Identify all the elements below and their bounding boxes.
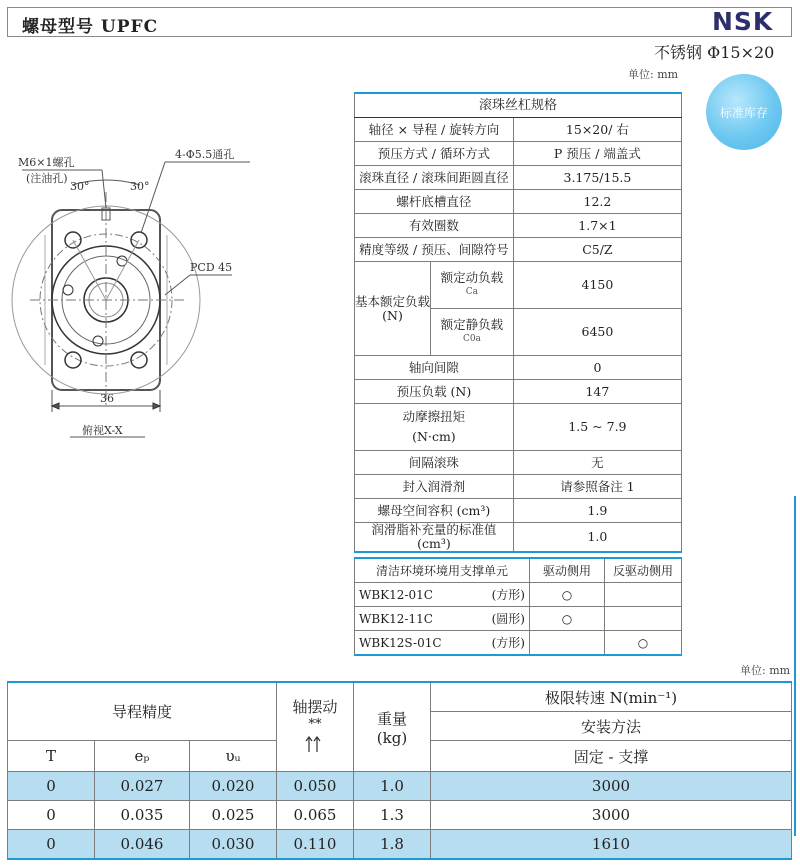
brand-logo: NSK — [712, 7, 774, 36]
spec-row: 螺杆底槽直径 12.2 — [355, 190, 682, 214]
spec-row: 间隔滚珠 无 — [355, 451, 682, 475]
spec-table — [354, 92, 682, 553]
spec-row: 轴向间隙 0 — [355, 356, 682, 380]
label-through-hole: 4-Φ5.5通孔 — [175, 148, 235, 161]
unit-label: 单位: mm — [628, 68, 679, 81]
spec-row: 螺母空间容积 (cm³) 1.9 — [355, 499, 682, 523]
spec-row-dynamic: 基本额定负载 (N) 额定动负载 Ca 4150 — [355, 262, 682, 309]
label-pcd: PCD 45 — [190, 261, 233, 274]
table-row: 0 0.027 0.020 0.050 1.0 3000 — [8, 772, 792, 801]
angle-left: 30° — [70, 180, 90, 193]
page-title: 螺母型号 UPFC — [22, 17, 159, 37]
stock-badge: 标准库存 — [706, 74, 782, 150]
support-row: WBK12-11C (圆形) ○ — [355, 607, 682, 631]
material-subtitle: 不锈钢 Φ15×20 — [654, 43, 775, 62]
header-accuracy: 导程精度 — [8, 682, 277, 741]
support-header: 驱动侧用 — [530, 558, 605, 583]
support-row: WBK12S-01C (方形) ○ — [355, 631, 682, 656]
header-weight: 重量 (kg) — [354, 682, 431, 772]
view-label: 俯视X-X — [82, 424, 123, 437]
angle-right: 30° — [130, 180, 150, 193]
spec-row: 预压负载 (N) 147 — [355, 380, 682, 404]
table-row: 0 0.035 0.025 0.065 1.3 3000 — [8, 801, 792, 830]
load-group-cell: 基本额定负载 (N) — [355, 262, 431, 356]
screw — [93, 336, 103, 346]
header-speed: 极限转速 N(min⁻¹) — [431, 682, 792, 712]
performance-table — [7, 681, 792, 860]
spec-row: 滚珠直径 / 滚珠间距圆直径 3.175/15.5 — [355, 166, 682, 190]
spec-row: 预压方式 / 循环方式 P 预压 / 端盖式 — [355, 142, 682, 166]
runout-icon — [303, 732, 327, 754]
unit-label-bottom: 单位: mm — [740, 664, 791, 677]
spec-row: 封入润滑剂 请参照备注 1 — [355, 475, 682, 499]
label-oil-hole: M6×1螺孔 — [18, 156, 75, 169]
header-runout: 轴摆动 ** — [277, 682, 354, 772]
right-rule — [794, 496, 796, 836]
screw — [63, 285, 73, 295]
dim-width: 36 — [100, 392, 114, 405]
header-vu: υᵤ — [190, 741, 277, 772]
spec-row: 轴径 × 导程 / 旋转方向 15×20/ 右 — [355, 118, 682, 142]
spec-row-static: 额定静负载 C0a 6450 — [355, 309, 682, 356]
header-ep: eₚ — [95, 741, 190, 772]
spec-row: 有效圈数 1.7×1 — [355, 214, 682, 238]
spec-row-torque: 动摩擦扭矩 (N·cm) 1.5 ~ 7.9 — [355, 404, 682, 451]
support-header: 清洁环境环境用支撑单元 — [355, 558, 530, 583]
table-row: 0 0.046 0.030 0.110 1.8 1610 — [8, 830, 792, 860]
spec-header: 滚珠丝杠规格 — [355, 93, 682, 118]
support-header: 反驱动侧用 — [605, 558, 682, 583]
nut-drawing — [0, 140, 345, 440]
header-method: 固定 - 支撑 — [431, 741, 792, 772]
spec-row: 精度等级 / 预压、间隙符号 C5/Z — [355, 238, 682, 262]
label-oil-hole-sub: (注油孔) — [26, 172, 68, 185]
header-t: T — [8, 741, 95, 772]
support-table — [354, 557, 682, 656]
spec-row: 润滑脂补充量的标准值 (cm³) 1.0 — [355, 523, 682, 553]
header-install: 安装方法 — [431, 712, 792, 741]
support-row: WBK12-01C (方形) ○ — [355, 583, 682, 607]
